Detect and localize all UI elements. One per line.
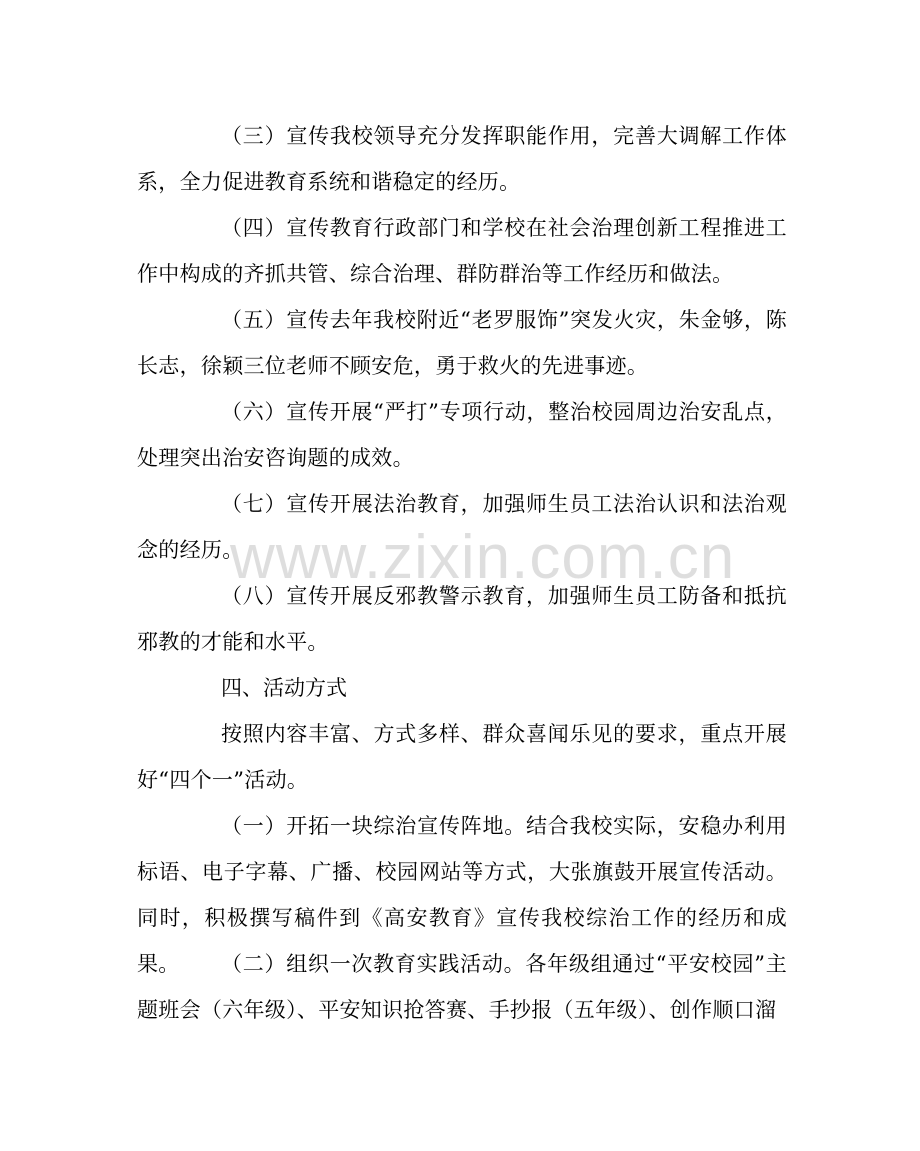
section-heading: 四、活动方式 bbox=[221, 676, 347, 700]
paragraph-6: （六）宣传开展“严打”专项行动，整治校园周边治安乱点，处理突出治安咨询题的成效。 bbox=[137, 400, 787, 470]
activity-2: （二）组织一次教育实践活动。各年级组通过“平安校园”主题班会（六年级）、平安知识抢答赛、手抄报（五年级）、创作顺口溜 bbox=[137, 952, 787, 1022]
paragraph-4: （四）宣传教育行政部门和学校在社会治理创新工程推进工作中构成的齐抓共管、综合治理、群防群治等工作经历和做法。 bbox=[137, 216, 787, 286]
paragraph-5: （五）宣传去年我校附近“老罗服饰”突发火灾，朱金够，陈长志，徐颖三位老师不顾安危，勇于救火的先进事迹。 bbox=[137, 308, 787, 378]
watermark: www.zixin.com.cn bbox=[230, 523, 736, 592]
paragraph-3: （三）宣传我校领导充分发挥职能作用，完善大调解工作体系，全力促进教育系统和谐稳定的经历。 bbox=[137, 124, 787, 194]
activity-1: （一）开拓一块综治宣传阵地。结合我校实际，安稳办利用标语、电子字幕、广播、校园网站等方式，大张旗鼓开展宣传活动。同时，积极撰写稿件到《高安教育》宣传我校综治工作的经历和成果。 bbox=[137, 814, 787, 976]
intro-paragraph: 按照内容丰富、方式多样、群众喜闻乐见的要求，重点开展好“四个一”活动。 bbox=[137, 722, 787, 792]
paragraph-8: （八）宣传开展反邪教警示教育，加强师生员工防备和抵抗邪教的才能和水平。 bbox=[137, 584, 787, 654]
paragraph-7: （七）宣传开展法治教育，加强师生员工法治认识和法治观念的经历。 bbox=[137, 492, 787, 562]
